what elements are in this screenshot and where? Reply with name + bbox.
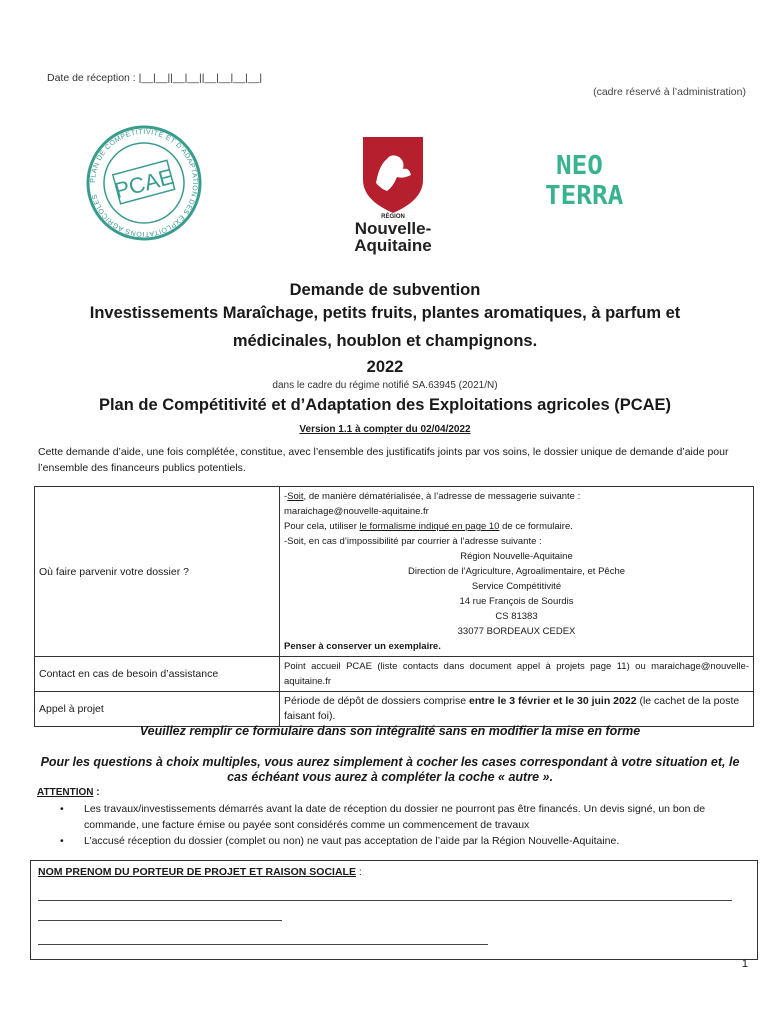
- attention-list: [60, 801, 755, 849]
- address-line: 33077 BORDEAUX CEDEX: [457, 626, 576, 637]
- period-suffix: (le cachet de la poste faisant foi).: [284, 695, 740, 722]
- pcae-logo: [80, 125, 208, 241]
- plan-title: Plan de Compétitivité et d’Adaptation des Exploitations agricoles (PCAE): [98, 396, 672, 414]
- contact-value: Point accueil PCAE (liste contacts dans document appel à projets page 11) ou maraichage@nouvelle-aquitaine.fr: [280, 657, 754, 692]
- table-row: [35, 692, 754, 727]
- where-value: -Soit, de manière dématérialisée, à l’adresse de messagerie suivante : maraichage@nouvelle-aquitaine.fr Pour cela, utiliser le formalisme indiqué en page 10 de ce formulaire. -Soit, en cas d’impossibilité par courrier à l’adresse suivante : Région Nouvelle-Aquitaine Direction de l’Agriculture, Agroalimentaire, et Pêche Service Compétitivité 14 rue François de Sourdis CS 81383 33077 BORDEAUX CEDEX Penser à conserver un exemplaire.: [280, 487, 754, 657]
- pcae-ring-text: PLAN DE COMPÉTITIVITÉ ET D’ADAPTATION DES EXPLOITATIONS AGRICOLES: [89, 128, 199, 238]
- appel-value: [280, 692, 754, 727]
- intro-paragraph: Cette demande d’aide, une fois complétée, constitue, avec l’ensemble des justificatifs joints par vos soins, le dossier unique de demande d’aide pour l’ensemble des financeurs publics potentiels.: [38, 446, 729, 474]
- bullet-icon: •: [60, 803, 64, 815]
- title-line3: médicinales, houblon et champignons.: [232, 332, 538, 350]
- porteur-label-text: NOM PRENOM DU PORTEUR DE PROJET ET RAISON SOCIALE: [38, 866, 356, 878]
- page10-link[interactable]: le formalisme indiqué en page 10: [359, 521, 500, 532]
- address-line: Direction de l’Agriculture, Agroalimentaire, et Pêche: [407, 566, 626, 577]
- table-row: [35, 657, 754, 692]
- reception-date: Date de réception : |__|__||__|__||__|__|__|__|: [47, 72, 263, 84]
- address-line: Service Compétitivité: [471, 581, 562, 592]
- terra-text: TERRA: [545, 181, 624, 210]
- address-line: CS 81383: [495, 611, 538, 622]
- where-label: Où faire parvenir votre dossier ?: [35, 487, 280, 657]
- table-row: [35, 487, 754, 657]
- attention-label: ATTENTION: [37, 787, 94, 798]
- fill-line[interactable]: [38, 944, 488, 945]
- version-text: Version 1.1 à compter du 02/04/2022: [299, 424, 471, 435]
- porteur-colon: :: [355, 866, 362, 878]
- bullet-text: L’accusé réception du dossier (complet ou non) ne vaut pas acceptation de l’aide par la Région Nouvelle-Aquitaine.: [84, 835, 620, 847]
- email-link[interactable]: maraichage@nouvelle-aquitaine.fr: [284, 506, 429, 517]
- page-number: 1: [741, 958, 748, 970]
- period-prefix: Période de dépôt de dossiers comprise: [284, 695, 470, 707]
- attention-heading: [37, 787, 100, 798]
- neo-text: NEO: [556, 151, 603, 181]
- pourcela-text: Pour cela, utiliser: [284, 521, 360, 532]
- courrier-text: -Soit, en cas d’impossibilité par courrier à l’adresse suivante :: [284, 536, 542, 547]
- region-line2: Aquitaine: [354, 236, 432, 255]
- pcae-text: PCAE: [111, 163, 177, 204]
- fill-line[interactable]: [38, 900, 732, 901]
- soit-text: Soit: [287, 491, 304, 502]
- title-line2: Investissements Maraîchage, petits fruits, plantes aromatiques, à parfum et: [89, 304, 681, 322]
- region-line1: Nouvelle-: [354, 219, 432, 238]
- email-intro: , de manière dématérialisée, à l’adresse de messagerie suivante :: [303, 491, 581, 502]
- address-block: [284, 549, 749, 639]
- appel-label: Appel à projet: [35, 692, 280, 727]
- fill-line[interactable]: [38, 920, 282, 921]
- region-small-text: RÉGION: [381, 214, 405, 220]
- suffix-text: de ce formulaire.: [499, 521, 573, 532]
- bullet-icon: •: [60, 835, 64, 847]
- attention-colon: :: [93, 787, 100, 798]
- title-line1: Demande de subvention: [289, 281, 481, 299]
- notice-fill-form: Veuillez remplir ce formulaire dans son intégralité sans en modifier la mise en forme: [139, 724, 641, 738]
- notice-multiple-choice: Pour les questions à choix multiples, vous aurez simplement à cocher les cases correspondant à votre situation et, le cas échéant vous aurez à compléter la coche « autre ».: [40, 755, 740, 784]
- title-year: 2022: [366, 358, 404, 376]
- address-line: 14 rue François de Sourdis: [459, 596, 574, 607]
- regime-text: dans le cadre du régime notifié SA.63945 (2021/N): [272, 380, 498, 391]
- period-dates: entre le 3 février et le 30 juin 2022: [469, 695, 637, 707]
- contact-label: Contact en cas de besoin d’assistance: [35, 657, 280, 692]
- porteur-label: [38, 866, 362, 878]
- list-item: [60, 801, 755, 833]
- list-item: [60, 833, 755, 849]
- info-table: [34, 486, 754, 727]
- admin-note: (cadre réservé à l’administration): [593, 86, 746, 98]
- region-logo: [343, 135, 443, 255]
- address-line: Région Nouvelle-Aquitaine: [460, 551, 573, 562]
- keep-copy-note: Penser à conserver un exemplaire.: [284, 641, 441, 652]
- bullet-text: Les travaux/investissements démarrés avant la date de réception du dossier ne pourront pas être financés. Un devis signé, un bon de commande, une facture émise ou payée sont considérés comme un commencement de travaux: [84, 803, 706, 831]
- neoterra-logo: [540, 146, 650, 210]
